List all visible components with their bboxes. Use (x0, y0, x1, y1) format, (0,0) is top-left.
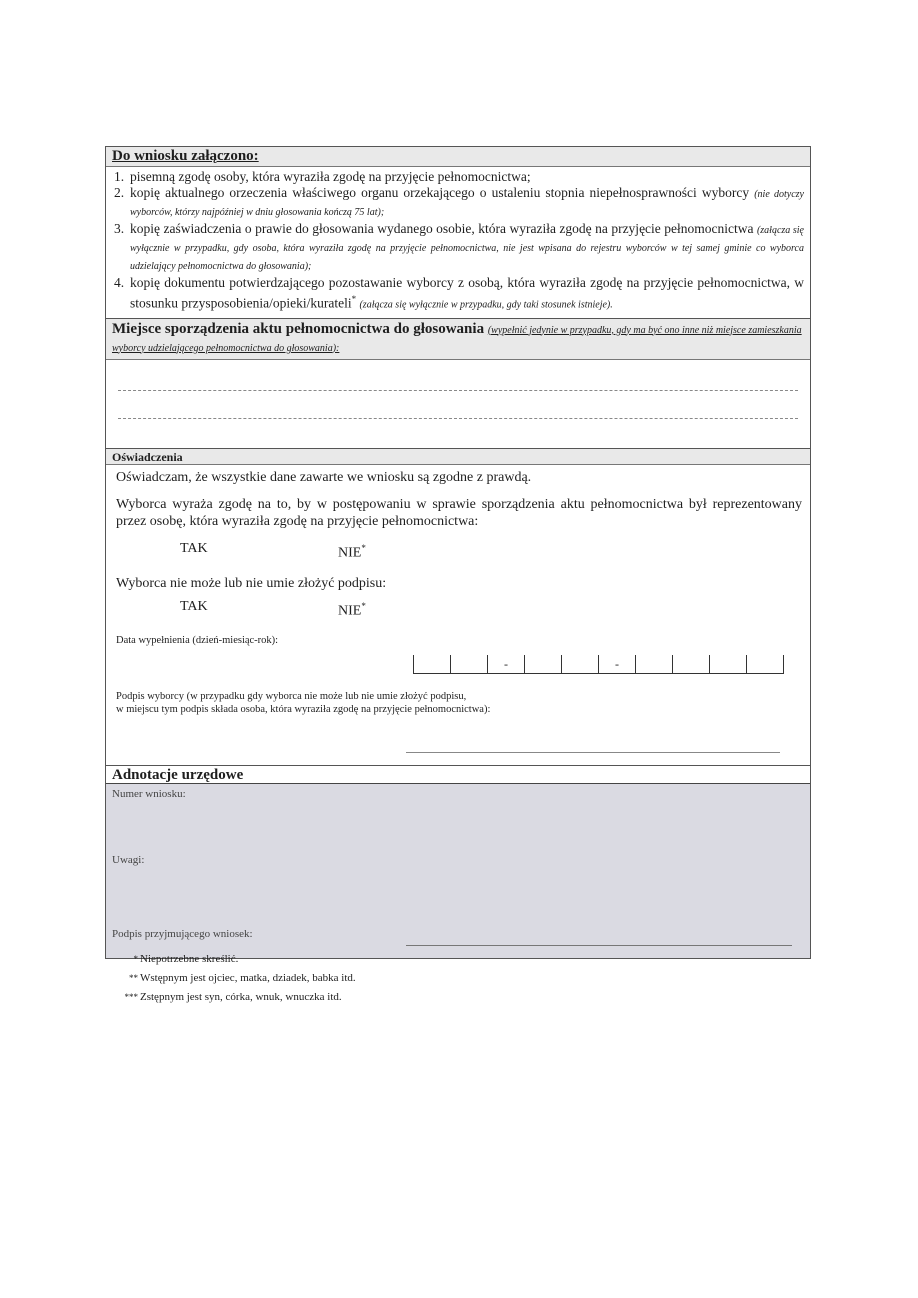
attachments-header: Do wniosku załączono: (106, 147, 810, 167)
date-cell[interactable] (672, 655, 709, 674)
option-yes[interactable]: TAK (180, 599, 208, 615)
list-item: 2. kopię aktualnego orzeczenia właściwego organu orzekającego o ustaleniu stopnia niepełnosprawności wyborcy (nie dotyczy wyborców, którzy najpóźniej w dniu głosowania kończą 75 lat); (114, 185, 804, 218)
official-section (106, 765, 810, 958)
signature-line[interactable] (406, 752, 780, 753)
declarations-section (106, 448, 810, 765)
official-header: Adnotacje urzędowe (106, 766, 810, 784)
declarations-header: Oświadczenia (106, 449, 810, 465)
footnotes (118, 950, 356, 1007)
date-cell[interactable] (635, 655, 672, 674)
date-separator: - (598, 655, 635, 674)
place-input-area[interactable] (106, 360, 810, 448)
list-item: 4. kopię dokumentu potwierdzającego pozostawanie wyborcy z osobą, która wyraziła zgodę na przyjęcie pełnomocnictwa, w stosunku przysposobienia/opieki/kurateli* (załącza się wyłącznie w przypadku, gdy taki stosunek istnieje). (114, 275, 804, 311)
list-item: 1. pisemną zgodę osoby, która wyraziła zgodę na przyjęcie pełnomocnictwa; (114, 169, 531, 184)
footnote: * Niepotrzebne skreślić. (133, 953, 239, 965)
date-label: Data wypełnienia (dzień-miesiąc-rok): (116, 634, 279, 646)
receiver-signature-line (406, 945, 792, 946)
place-line (118, 390, 798, 391)
representation-choice (180, 540, 802, 562)
date-cell[interactable] (561, 655, 598, 674)
footnote: *** Zstępnym jest syn, córka, wnuk, wnuczka itd. (124, 991, 342, 1003)
signature-label: Podpis wyborcy (w przypadku gdy wyborca nie może lub nie umie złożyć podpisu, w miejscu tym podpis składa osoba, która wyraziła zgodę na przyjęcie pełnomocnictwa): (116, 690, 491, 715)
place-header: Miejsce sporządzenia aktu pełnomocnictwa do głosowania (wypełnić jedynie w przypadku, gdy ma być ono inne niż miejsce zamieszkania wyborcy udzielającego pełnomocnictwa do głosowania): (106, 319, 810, 360)
date-cell[interactable] (450, 655, 487, 674)
receiver-signature-label: Podpis przyjmującego wniosek: (112, 927, 253, 940)
declaration-signature: Wyborca nie może lub nie umie złożyć podpisu: (116, 576, 387, 592)
declaration-truth: Oświadczam, że wszystkie dane zawarte we wniosku są zgodne z prawdą. (116, 469, 532, 485)
attachments-list (106, 167, 810, 318)
footnote: ** Wstępnym jest ojciec, matka, dziadek, babka itd. (129, 972, 356, 984)
remarks-label: Uwagi: (112, 853, 145, 866)
place-line (118, 418, 798, 419)
date-cell[interactable] (413, 655, 450, 674)
date-cell[interactable] (746, 655, 784, 674)
date-cell[interactable] (709, 655, 746, 674)
signature-choice (180, 598, 802, 620)
list-item: 3. kopię zaświadczenia o prawie do głosowania wydanego osobie, która wyraziła zgodę na przyjęcie pełnomocnictwa (załącza się wyłącznie w przypadku, gdy osoba, która wyraziła zgodę na przyjęcie pełnomocnictwa, nie jest wpisana do rejestru wyborców w tej samej gminie co wyborca udzielający pełnomocnictwa do głosowania); (114, 221, 804, 272)
date-field[interactable] (116, 655, 784, 674)
application-number-label: Numer wniosku: (112, 787, 186, 800)
option-no[interactable]: NIE* (338, 542, 366, 561)
option-yes[interactable]: TAK (180, 540, 208, 556)
date-separator: - (487, 655, 524, 674)
attachments-section (106, 147, 810, 318)
date-cell[interactable] (524, 655, 561, 674)
place-section (106, 318, 810, 448)
declaration-representation: Wyborca wyraża zgodę na to, by w postępowaniu w sprawie sporządzenia aktu pełnomocnictwa był reprezentowany przez osobę, która wyraziła zgodę na przyjęcie pełnomocnictwa: (116, 496, 802, 529)
option-no[interactable]: NIE* (338, 601, 366, 619)
application-form (105, 146, 811, 959)
